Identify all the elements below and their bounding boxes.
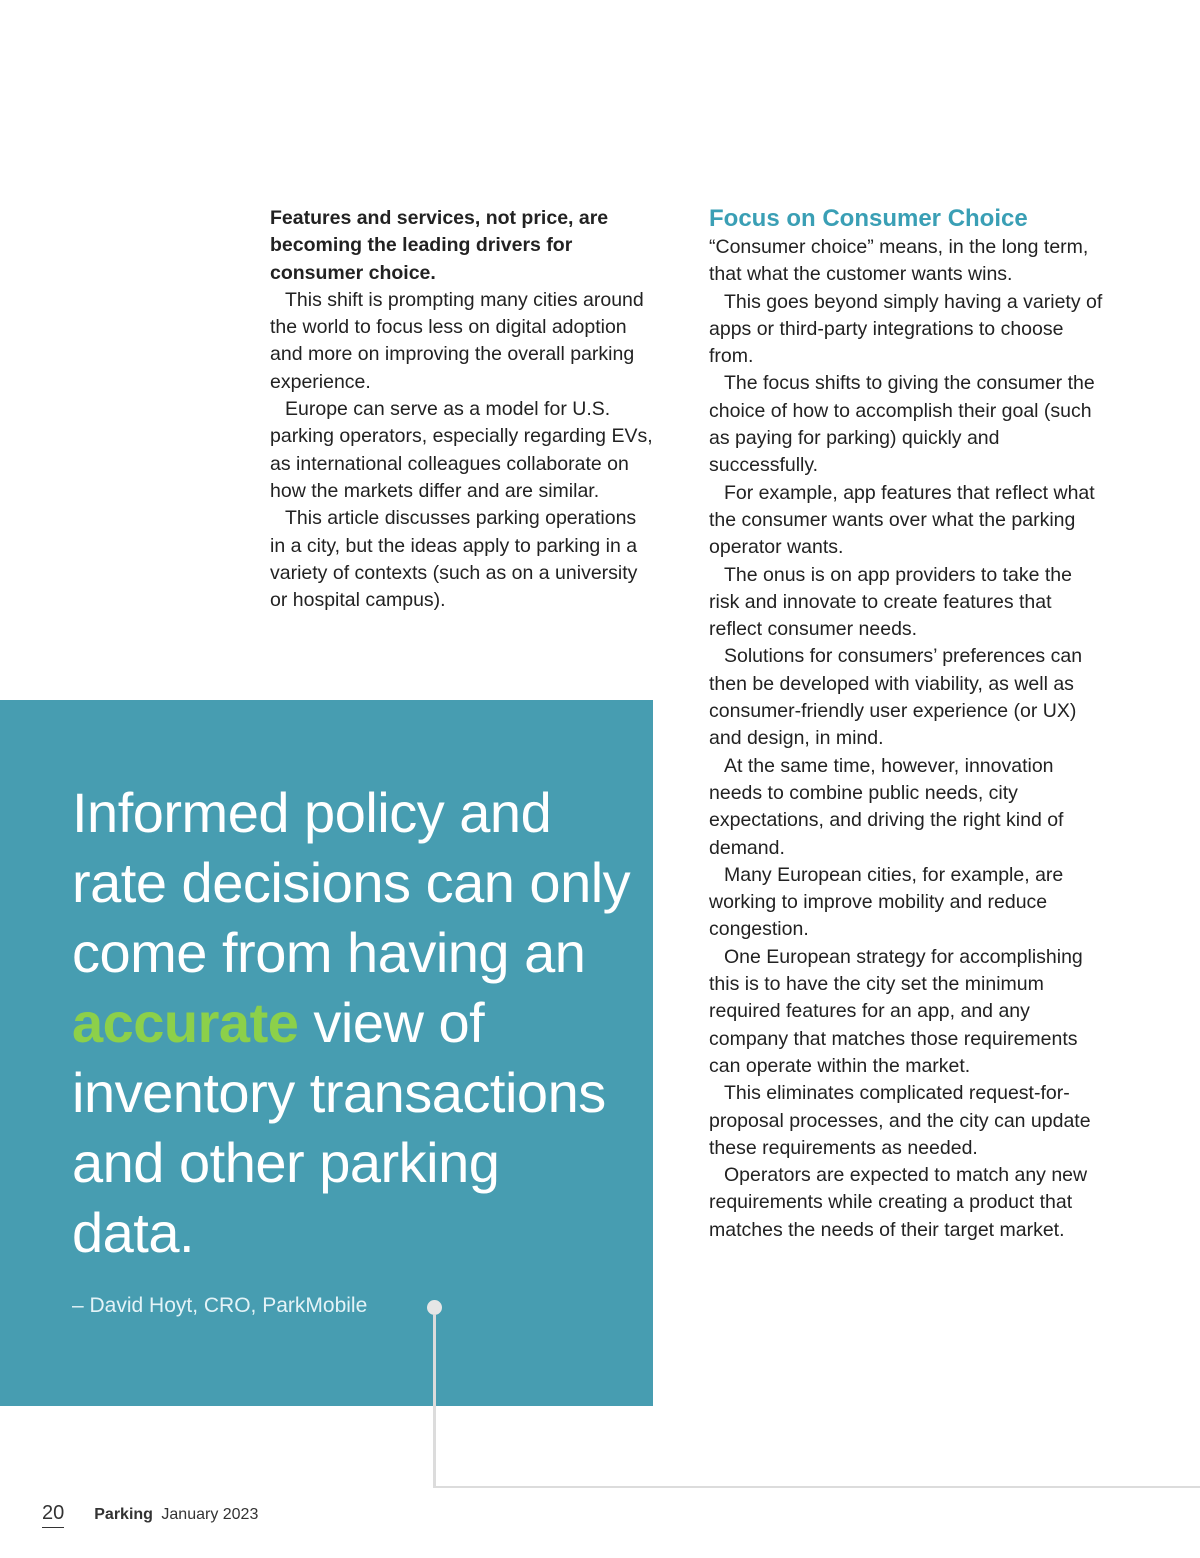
body-paragraph: This goes beyond simply having a variety of apps or third-party integrations to choose from. — [709, 290, 1103, 368]
body-paragraph: Europe can serve as a model for U.S. parking operators, especially regarding EVs, as international colleagues collaborate on how the markets differ and are similar. — [270, 398, 653, 502]
pull-quote-text-end: view of inventory transactions and other parking data. — [72, 991, 606, 1264]
body-paragraph: “Consumer choice” means, in the long term, that what the customer wants wins. — [709, 236, 1089, 286]
pull-quote-box — [0, 700, 653, 1406]
body-paragraph: The onus is on app providers to take the risk and innovate to create features that reflect consumer needs. — [709, 563, 1072, 641]
body-paragraph: At the same time, however, innovation needs to combine public needs, city expectations, and driving the right kind of demand. — [709, 754, 1064, 859]
body-paragraph: This eliminates complicated request-for-proposal processes, and the city can update these requirements as needed. — [709, 1082, 1091, 1159]
body-paragraph: For example, app features that reflect what the consumer wants over what the parking operator wants. — [709, 481, 1095, 559]
body-paragraph: The focus shifts to giving the consumer the choice of how to accomplish their goal (such as paying for parking) quickly and successfully. — [709, 372, 1095, 477]
connector-line-vertical — [433, 1314, 436, 1488]
pull-quote-text — [72, 778, 632, 1268]
page-number: 20 — [42, 1501, 64, 1528]
connector-dot-icon — [427, 1300, 442, 1315]
body-paragraph: This article discusses parking operations in a city, but the ideas apply to parking in a variety of contexts (such as on a university or hospital campus). — [270, 507, 638, 612]
body-paragraph: This shift is prompting many cities around the world to focus less on digital adoption and more on improving the overall parking experience. — [270, 288, 644, 393]
pull-quote-attribution: – David Hoyt, CRO, ParkMobile — [72, 1294, 368, 1317]
page-footer — [42, 1501, 258, 1528]
left-column — [270, 205, 655, 614]
issue-date: January 2023 — [161, 1506, 259, 1523]
right-column — [709, 204, 1104, 1244]
magazine-name: Parking — [94, 1506, 153, 1523]
body-paragraph: Operators are expected to match any new requirements while creating a product that matches the needs of their target market. — [709, 1164, 1088, 1241]
body-paragraph: One European strategy for accomplishing this is to have the city set the minimum required features for an app, and any company that matches those requirements can operate within the market. — [709, 945, 1083, 1077]
body-paragraph: Solutions for consumers’ preferences can then be developed with viability, as well as consumer-friendly user experience (or UX) and design, in mind. — [709, 645, 1083, 750]
section-heading: Focus on Consumer Choice — [709, 205, 1028, 232]
pull-quote-text-start: Informed policy and rate decisions can only come from having an — [72, 781, 631, 984]
connector-line-horizontal — [433, 1486, 1200, 1488]
body-paragraph: Many European cities, for example, are working to improve mobility and reduce congestion. — [709, 863, 1064, 941]
lead-paragraph: Features and services, not price, are becoming the leading drivers for consumer choice. — [270, 207, 609, 284]
pull-quote-highlight: accurate — [72, 991, 299, 1054]
